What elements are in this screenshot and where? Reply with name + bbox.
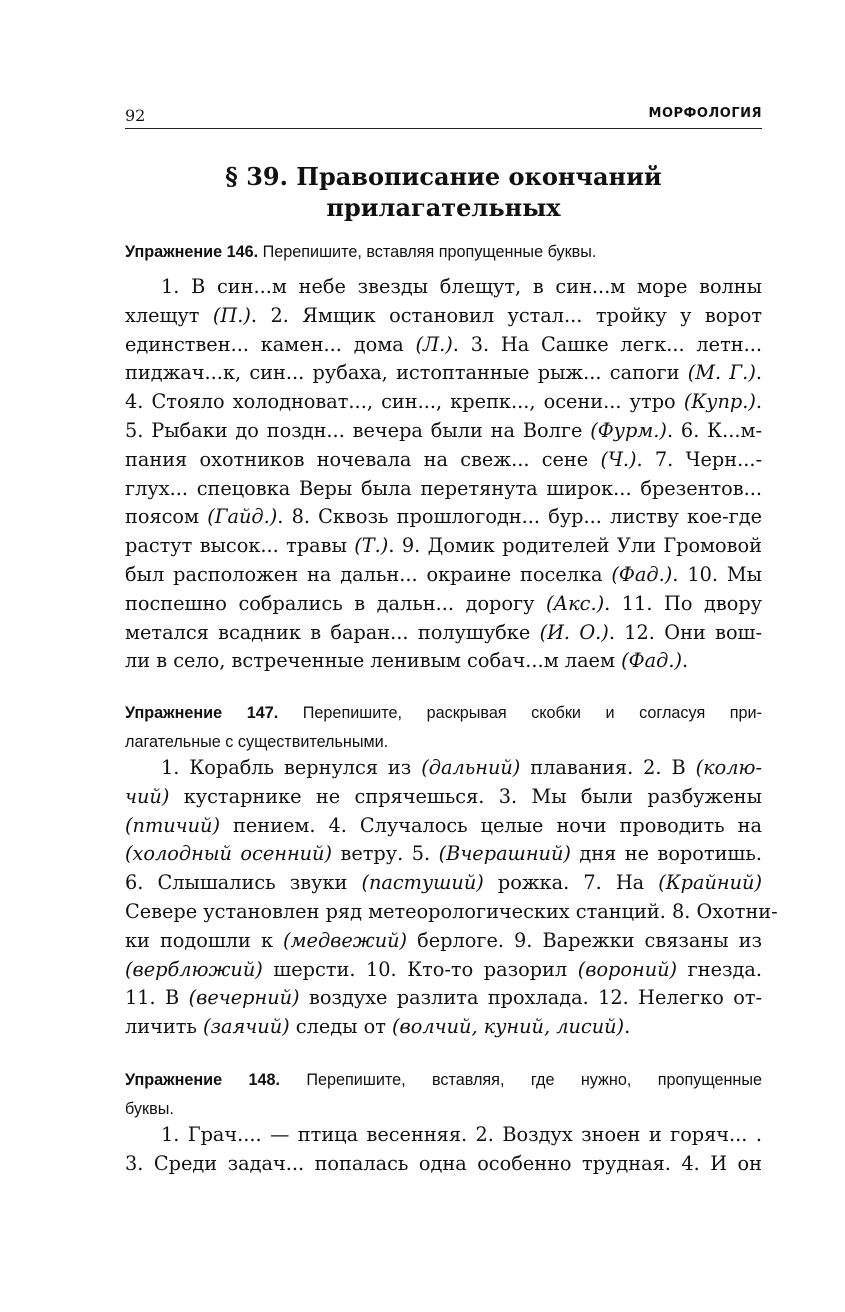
text-fragment: рожка. 7. На [483, 871, 659, 895]
italic-fragment: (волчий, куний, лисий) [392, 1015, 625, 1039]
exercise-task: лагательные с существительными. [125, 732, 389, 751]
text-fragment: . [682, 649, 689, 673]
text-fragment: хлещут [125, 303, 213, 327]
italic-fragment: (холодный осенний) [125, 842, 332, 866]
text-fragment: 5. Рыбаки до поздн... вечера были на Волге [125, 418, 591, 442]
italic-fragment: (Крайний) [658, 871, 762, 895]
italic-fragment: (Т.) [354, 534, 389, 558]
text-fragment: . 7. Черн...- [636, 447, 762, 471]
exercise-148-text [125, 1121, 762, 1179]
text-fragment: . 8. Сквозь прошлогодн... бур... листву кое-где [277, 505, 762, 529]
section-title [125, 161, 762, 223]
text-fragment: растут высок... травы [125, 534, 355, 558]
text-fragment: поспешно собрались в дальн... дорогу [125, 591, 547, 615]
text-fragment: гнезда. [677, 957, 762, 981]
text-fragment: берлоге. 9. Варежки связаны из [407, 928, 762, 952]
text-fragment: . 2. Ямщик остановил устал... тройку у ворот [250, 303, 762, 327]
text-fragment: . 9. Домик родителей Ули Громовой [388, 534, 762, 558]
text-fragment: . [755, 390, 762, 414]
exercise-task: Перепишите, вставляя, где нужно, пропущенные [306, 1071, 762, 1089]
text-fragment: 1. В син...м небе звезды блещут, в син...м море волны [161, 275, 762, 298]
exercise-147-heading [125, 703, 762, 761]
text-line [125, 561, 762, 590]
text-fragment: шерсти. 10. Кто-то разорил [262, 957, 578, 981]
italic-fragment: (Вчерашний) [438, 842, 571, 866]
text-fragment: 1. Грач.... — птица весенняя. 2. Воздух зноен и горяч... . [161, 1123, 762, 1146]
text-line [125, 927, 762, 956]
text-fragment: глух... спецовка Веры была перетянута широк... брезентов... [125, 476, 762, 500]
text-fragment: кустарнике не спрячешься. 3. Мы были разбужены [169, 784, 762, 808]
italic-fragment: (Фад.) [611, 562, 673, 586]
text-line [125, 388, 762, 417]
text-fragment: поясом [125, 505, 208, 529]
exercise-label: Упражнение 147. [125, 704, 279, 722]
italic-fragment: (пастуший) [361, 871, 484, 895]
italic-fragment: (птичий) [125, 813, 220, 837]
text-line [125, 1013, 762, 1042]
text-line [125, 590, 762, 619]
italic-fragment: (Фурм.) [590, 418, 667, 442]
italic-fragment: (Фад.) [621, 649, 683, 673]
italic-fragment: (И. О.) [539, 620, 609, 644]
text-line [125, 754, 762, 783]
exercise-147-text [125, 754, 778, 1042]
text-line [125, 898, 778, 927]
text-fragment: ки подошли к [125, 928, 284, 952]
exercise-label: Упражнение 146. [125, 243, 259, 261]
page-header [125, 106, 762, 129]
text-line [125, 302, 762, 331]
text-fragment: единствен... камен... дома [125, 332, 416, 356]
italic-fragment: (Л.) [415, 332, 453, 356]
italic-fragment: (М. Г.) [687, 361, 756, 385]
running-title: МОРФОЛОГИЯ [648, 106, 762, 121]
page-number: 92 [125, 106, 146, 125]
exercise-146-heading [125, 242, 762, 263]
text-fragment: метался всадник в баран... полушубке [125, 620, 540, 644]
italic-fragment: (Акс.) [546, 591, 605, 615]
text-fragment: 6. Слышались звуки [125, 871, 362, 895]
text-fragment: пания охотников ночевала на свеж... сене [125, 447, 601, 471]
text-fragment: пением. 4. Случалось целые ночи проводить на [220, 813, 762, 837]
text-line [125, 475, 762, 504]
text-line [125, 984, 762, 1013]
italic-fragment: (Гайд.) [207, 505, 278, 529]
text-fragment: пиджач...к, син... рубаха, истоптанные рыж... сапоги [125, 361, 688, 385]
text-line [125, 503, 762, 532]
italic-fragment: (медвежий) [283, 928, 408, 952]
text-fragment: дня не воротишь. [570, 842, 762, 866]
text-fragment: был расположен на дальн... окраине поселка [125, 562, 612, 586]
text-fragment: следы от [289, 1015, 392, 1039]
text-fragment: Севере установлен ряд метеорологических станций. 8. Охотни- [125, 899, 778, 923]
text-line [125, 331, 762, 360]
text-fragment: . 12. Они вош- [608, 620, 762, 644]
text-line [125, 1121, 762, 1150]
text-line [125, 869, 762, 898]
text-fragment: . [755, 361, 762, 385]
text-fragment: личить [125, 1015, 203, 1039]
italic-fragment: чий) [125, 784, 170, 808]
exercise-146-text [125, 273, 762, 676]
text-fragment: . [624, 1015, 631, 1039]
section-title-line: § 39. Правописание окончаний [225, 162, 662, 191]
italic-fragment: (П.) [212, 303, 251, 327]
italic-fragment: (Ч.) [600, 447, 637, 471]
text-line [125, 840, 762, 869]
text-line [125, 359, 762, 388]
exercise-148-heading [125, 1070, 762, 1128]
italic-fragment: (дальний) [421, 756, 521, 779]
text-line [125, 532, 762, 561]
text-fragment: . 3. На Сашке легк... летн... [452, 332, 762, 356]
text-fragment: 4. Стояло холодноват..., син..., крепк..., осени... утро [125, 390, 684, 414]
text-fragment: воздухе разлита прохлада. 12. Нелегко от- [299, 986, 762, 1010]
italic-fragment: (вороний) [577, 957, 678, 981]
text-line [125, 647, 762, 676]
text-line [125, 956, 762, 985]
text-line [125, 446, 762, 475]
italic-fragment: (Купр.) [683, 390, 756, 414]
text-fragment: . 6. К...м- [666, 418, 762, 442]
text-fragment: 1. Корабль вернулся из [161, 756, 422, 779]
text-fragment: 11. В [125, 986, 189, 1010]
text-line [125, 812, 762, 841]
text-fragment: . 10. Мы [672, 562, 762, 586]
exercise-task: Перепишите, вставляя пропущенные буквы. [262, 243, 597, 261]
text-line [125, 1150, 762, 1179]
text-line [125, 417, 762, 446]
italic-fragment: (колю- [695, 756, 762, 779]
section-title-line: прилагательных [326, 193, 561, 222]
text-line [125, 273, 762, 302]
text-line [125, 783, 762, 812]
exercise-task: Перепишите, раскрывая скобки и согласуя при- [302, 704, 762, 722]
exercise-task: буквы. [125, 1099, 174, 1118]
italic-fragment: (вечерний) [188, 986, 300, 1010]
text-fragment: . 11. По двору [604, 591, 763, 615]
exercise-label: Упражнение 148. [125, 1071, 280, 1089]
text-fragment: плавания. 2. В [520, 756, 696, 779]
text-fragment: ветру. 5. [332, 842, 439, 866]
italic-fragment: (заячий) [203, 1015, 290, 1039]
text-fragment: 3. Среди задач... попалась одна особенно трудная. 4. И он [125, 1151, 762, 1175]
italic-fragment: (верблюжий) [125, 957, 263, 981]
text-line [125, 619, 762, 648]
text-fragment: ли в село, встреченные ленивым собач...м лаем [125, 649, 622, 673]
